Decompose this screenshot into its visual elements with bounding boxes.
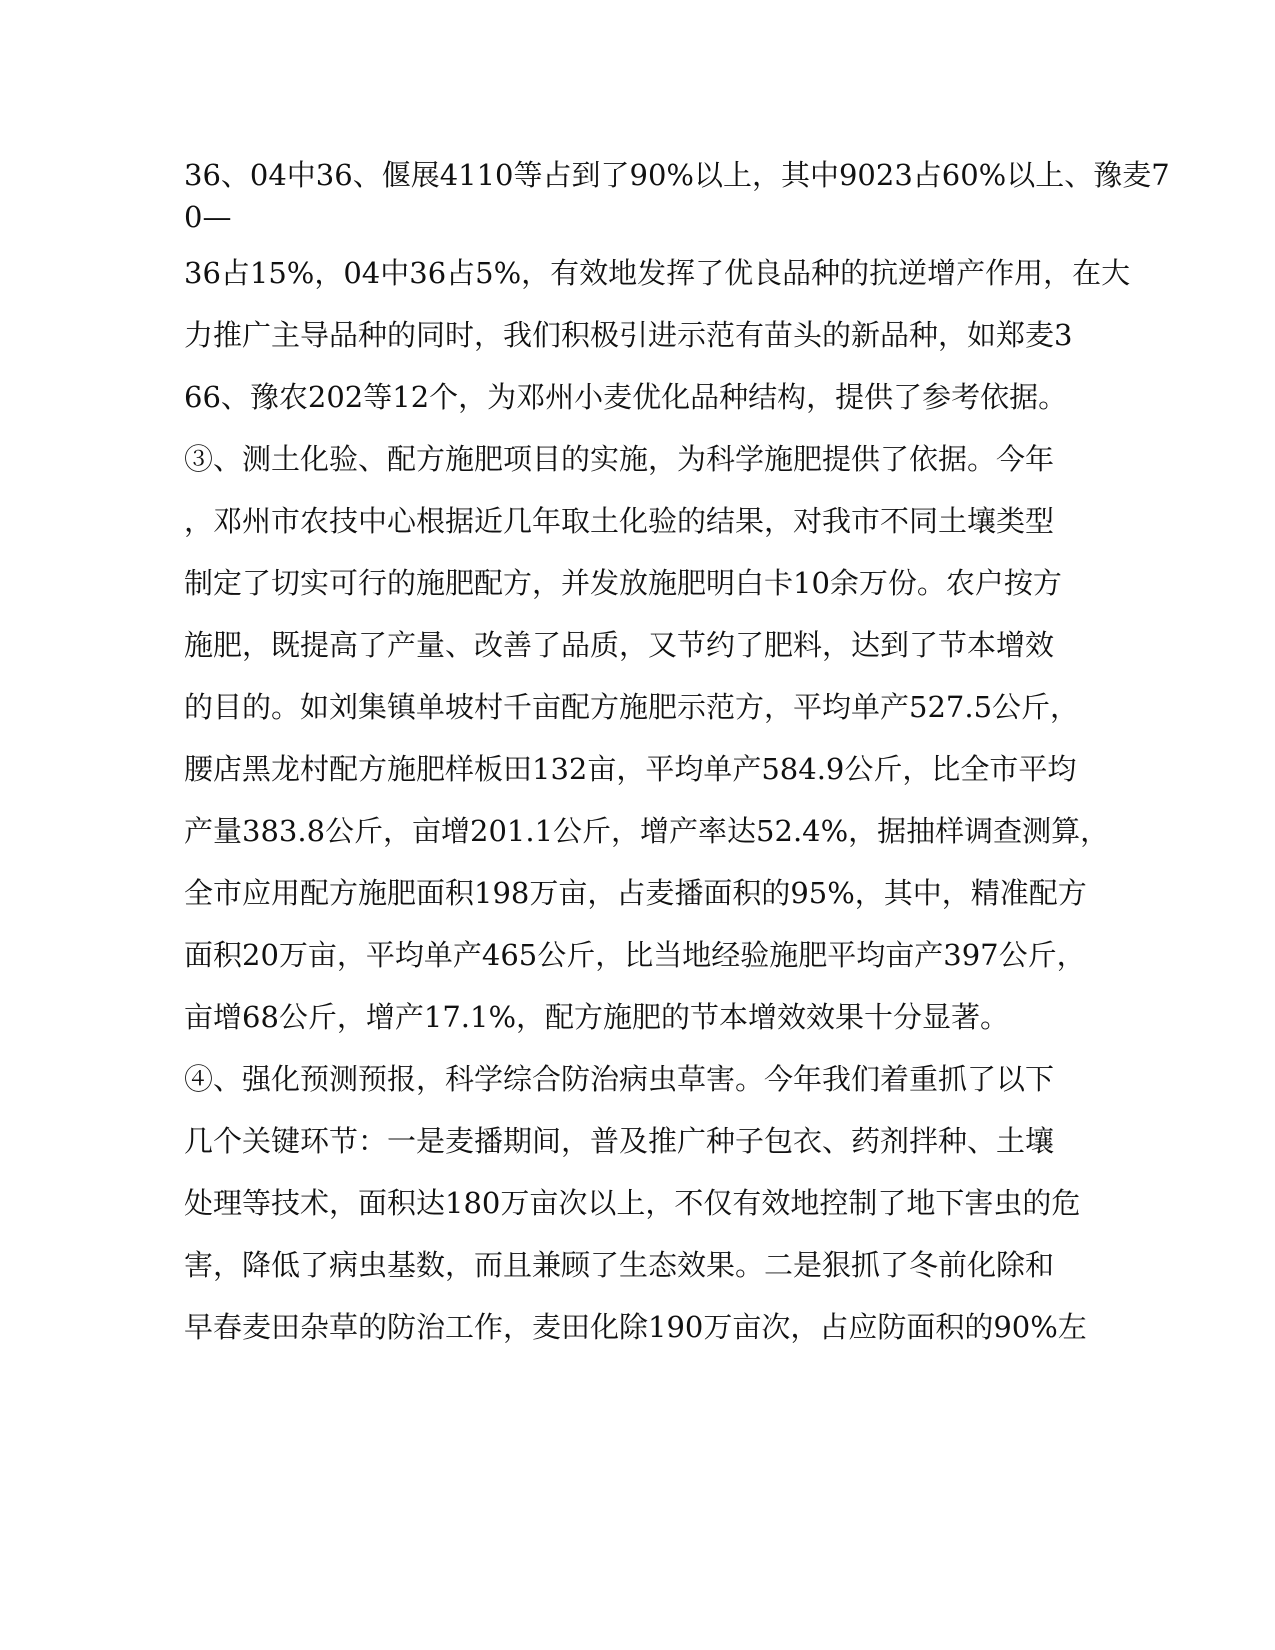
text-line: 36占15%，04中36占5%，有效地发挥了优良品种的抗逆增产作用，在大 (184, 256, 1131, 290)
text-line: 的目的。如刘集镇单坡村千亩配方施肥示范方，平均单产527.5公斤， (184, 690, 1080, 724)
text-line: ，邓州市农技中心根据近几年取土化验的结果，对我市不同土壤类型 (184, 504, 1055, 538)
text-line: 制定了切实可行的施肥配方，并发放施肥明白卡10余万份。农户按方 (184, 566, 1062, 600)
text-line: 几个关键环节：一是麦播期间，普及推广种子包衣、药剂拌种、土壤 (184, 1124, 1055, 1158)
text-line: 亩增68公斤，增产17.1%，配方施肥的节本增效效果十分显著。 (184, 1000, 1010, 1034)
text-line: 处理等技术，面积达180万亩次以上，不仅有效地控制了地下害虫的危 (184, 1186, 1081, 1220)
text-line: 腰店黑龙村配方施肥样板田132亩，平均单产584.9公斤，比全市平均 (184, 752, 1077, 786)
text-line: ④、强化预测预报，科学综合防治病虫草害。今年我们着重抓了以下 (184, 1062, 1055, 1096)
text-line: 面积20万亩，平均单产465公斤，比当地经验施肥平均亩产397公斤， (184, 938, 1086, 972)
text-line: ③、测土化验、配方施肥项目的实施，为科学施肥提供了依据。今年 (184, 442, 1055, 476)
text-line: 66、豫农202等12个，为邓州小麦优化品种结构，提供了参考依据。 (184, 380, 1068, 414)
text-line: 全市应用配方施肥面积198万亩，占麦播面积的95%，其中，精准配方 (184, 876, 1087, 910)
text-line: 害，降低了病虫基数，而且兼顾了生态效果。二是狠抓了冬前化除和 (184, 1248, 1055, 1282)
text-line: 36、04中36、偃展4110等占到了90%以上，其中9023占60%以上、豫麦7 (184, 158, 1170, 192)
text-line: 早春麦田杂草的防治工作，麦田化除190万亩次，占应防面积的90%左 (184, 1310, 1087, 1344)
text-line: 力推广主导品种的同时，我们积极引进示范有苗头的新品种，如郑麦3 (184, 318, 1073, 352)
text-line: 0— (184, 200, 232, 234)
text-line: 产量383.8公斤，亩增201.1公斤，增产率达52.4%，据抽样调查测算， (184, 814, 1110, 848)
text-line: 施肥，既提高了产量、改善了品质，又节约了肥料，达到了节本增效 (184, 628, 1055, 662)
